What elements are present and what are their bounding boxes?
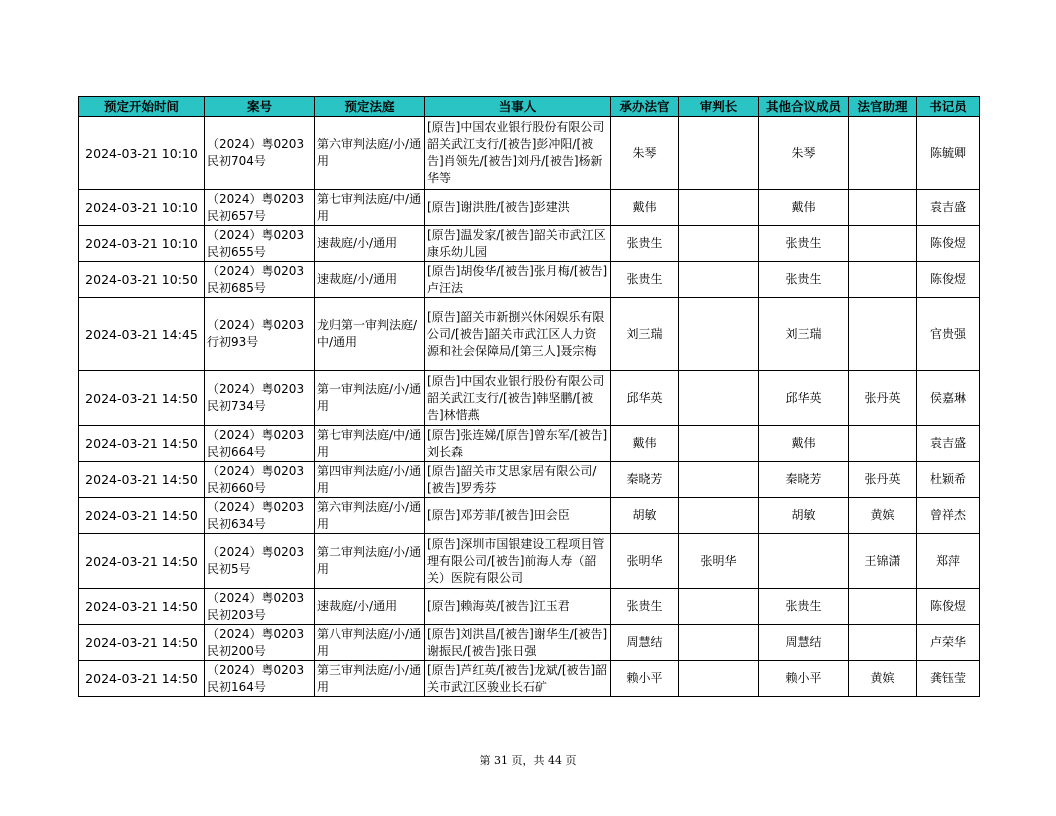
courtroom-cell: 速裁庭/小/通用	[315, 589, 425, 625]
header-judge: 承办法官	[611, 97, 679, 117]
judge-cell: 朱琴	[611, 117, 679, 190]
header-case-number: 案号	[205, 97, 315, 117]
judge-cell: 戴伟	[611, 426, 679, 462]
start-time-cell: 2024-03-21 14:50	[79, 589, 205, 625]
judge-assistant-cell: 张丹英	[849, 371, 917, 426]
header-judge-assistant: 法官助理	[849, 97, 917, 117]
panel-members-cell: 朱琴	[759, 117, 849, 190]
header-presiding-judge: 审判长	[679, 97, 759, 117]
judge-assistant-cell: 张丹英	[849, 462, 917, 498]
presiding-judge-cell	[679, 661, 759, 697]
table-row	[79, 262, 980, 298]
table-row	[79, 298, 980, 371]
courtroom-cell: 第七审判法庭/中/通用	[315, 190, 425, 226]
judge-assistant-cell	[849, 589, 917, 625]
courtroom-cell: 速裁庭/小/通用	[315, 262, 425, 298]
presiding-judge-cell	[679, 190, 759, 226]
presiding-judge-cell	[679, 226, 759, 262]
case-number-cell: （2024）粤0203民初5号	[205, 534, 315, 589]
table-row	[79, 426, 980, 462]
table-row	[79, 661, 980, 697]
presiding-judge-cell	[679, 298, 759, 371]
case-number-cell: （2024）粤0203民初655号	[205, 226, 315, 262]
parties-cell: [原告]谢洪胜/[被告]彭建洪	[425, 190, 611, 226]
presiding-judge-cell	[679, 498, 759, 534]
panel-members-cell: 胡敏	[759, 498, 849, 534]
parties-cell: [原告]温发家/[被告]韶关市武江区康乐幼儿园	[425, 226, 611, 262]
presiding-judge-cell	[679, 462, 759, 498]
table-row	[79, 226, 980, 262]
panel-members-cell: 戴伟	[759, 190, 849, 226]
clerk-cell: 郑萍	[917, 534, 980, 589]
judge-assistant-cell: 黄嫔	[849, 498, 917, 534]
case-number-cell: （2024）粤0203民初203号	[205, 589, 315, 625]
clerk-cell: 袁吉盛	[917, 426, 980, 462]
judge-assistant-cell	[849, 262, 917, 298]
start-time-cell: 2024-03-21 14:50	[79, 625, 205, 661]
start-time-cell: 2024-03-21 14:45	[79, 298, 205, 371]
presiding-judge-cell: 张明华	[679, 534, 759, 589]
start-time-cell: 2024-03-21 14:50	[79, 534, 205, 589]
schedule-table	[78, 96, 980, 697]
presiding-judge-cell	[679, 371, 759, 426]
start-time-cell: 2024-03-21 14:50	[79, 426, 205, 462]
table-row	[79, 117, 980, 190]
judge-cell: 张明华	[611, 534, 679, 589]
case-number-cell: （2024）粤0203民初660号	[205, 462, 315, 498]
parties-cell: [原告]中国农业银行股份有限公司韶关武江支行/[被告]韩坚鹏/[被告]林惜燕	[425, 371, 611, 426]
panel-members-cell: 张贵生	[759, 262, 849, 298]
judge-assistant-cell: 黄嫔	[849, 661, 917, 697]
table-row	[79, 371, 980, 426]
parties-cell: [原告]芦红英/[被告]龙斌/[被告]韶关市武江区骏业长石矿	[425, 661, 611, 697]
case-number-cell: （2024）粤0203民初734号	[205, 371, 315, 426]
presiding-judge-cell	[679, 589, 759, 625]
table-row	[79, 190, 980, 226]
clerk-cell: 杜颖希	[917, 462, 980, 498]
parties-cell: [原告]邓芳菲/[被告]田会臣	[425, 498, 611, 534]
parties-cell: [原告]赖海英/[被告]江玉君	[425, 589, 611, 625]
parties-cell: [原告]韶关市新捌兴休闲娱乐有限公司/[被告]韶关市武江区人力资源和社会保障局/[第三人]聂宗梅	[425, 298, 611, 371]
judge-assistant-cell	[849, 117, 917, 190]
judge-cell: 张贵生	[611, 262, 679, 298]
clerk-cell: 侯嘉琳	[917, 371, 980, 426]
courtroom-cell: 第六审判法庭/小/通用	[315, 117, 425, 190]
header-start-time: 预定开始时间	[79, 97, 205, 117]
panel-members-cell: 赖小平	[759, 661, 849, 697]
start-time-cell: 2024-03-21 14:50	[79, 661, 205, 697]
case-number-cell: （2024）粤0203民初164号	[205, 661, 315, 697]
case-number-cell: （2024）粤0203行初93号	[205, 298, 315, 371]
table-row	[79, 625, 980, 661]
clerk-cell: 陈俊煜	[917, 262, 980, 298]
case-number-cell: （2024）粤0203民初685号	[205, 262, 315, 298]
table-row	[79, 534, 980, 589]
courtroom-cell: 第三审判法庭/小/通用	[315, 661, 425, 697]
table-row	[79, 589, 980, 625]
case-number-cell: （2024）粤0203民初657号	[205, 190, 315, 226]
header-row	[79, 97, 980, 117]
judge-assistant-cell	[849, 298, 917, 371]
presiding-judge-cell	[679, 117, 759, 190]
clerk-cell: 龚钰莹	[917, 661, 980, 697]
judge-cell: 胡敏	[611, 498, 679, 534]
parties-cell: [原告]刘洪昌/[被告]谢华生/[被告]谢振民/[被告]张日强	[425, 625, 611, 661]
clerk-cell: 陈毓卿	[917, 117, 980, 190]
courtroom-cell: 速裁庭/小/通用	[315, 226, 425, 262]
table-row	[79, 462, 980, 498]
header-clerk: 书记员	[917, 97, 980, 117]
panel-members-cell	[759, 534, 849, 589]
case-number-cell: （2024）粤0203民初664号	[205, 426, 315, 462]
page-number-footer: 第 31 页，共 44 页	[479, 754, 577, 767]
clerk-cell: 陈俊煜	[917, 589, 980, 625]
header-courtroom: 预定法庭	[315, 97, 425, 117]
judge-cell: 戴伟	[611, 190, 679, 226]
judge-assistant-cell: 王锦潇	[849, 534, 917, 589]
case-number-cell: （2024）粤0203民初704号	[205, 117, 315, 190]
courtroom-cell: 第六审判法庭/小/通用	[315, 498, 425, 534]
panel-members-cell: 戴伟	[759, 426, 849, 462]
courtroom-cell: 第一审判法庭/小/通用	[315, 371, 425, 426]
judge-cell: 秦晓芳	[611, 462, 679, 498]
table-row	[79, 498, 980, 534]
start-time-cell: 2024-03-21 10:10	[79, 117, 205, 190]
start-time-cell: 2024-03-21 10:10	[79, 190, 205, 226]
judge-cell: 张贵生	[611, 589, 679, 625]
parties-cell: [原告]胡俊华/[被告]张月梅/[被告]卢汪法	[425, 262, 611, 298]
parties-cell: [原告]中国农业银行股份有限公司韶关武江支行/[被告]彭冲阳/[被告]肖领先/[被告]刘丹/[被告]杨新华等	[425, 117, 611, 190]
case-number-cell: （2024）粤0203民初200号	[205, 625, 315, 661]
courtroom-cell: 第二审判法庭/小/通用	[315, 534, 425, 589]
parties-cell: [原告]韶关市艾思家居有限公司/[被告]罗秀芬	[425, 462, 611, 498]
clerk-cell: 陈俊煜	[917, 226, 980, 262]
judge-cell: 周慧结	[611, 625, 679, 661]
judge-assistant-cell	[849, 426, 917, 462]
judge-cell: 刘三瑞	[611, 298, 679, 371]
courtroom-cell: 第七审判法庭/中/通用	[315, 426, 425, 462]
start-time-cell: 2024-03-21 14:50	[79, 371, 205, 426]
panel-members-cell: 秦晓芳	[759, 462, 849, 498]
presiding-judge-cell	[679, 625, 759, 661]
panel-members-cell: 张贵生	[759, 589, 849, 625]
judge-cell: 赖小平	[611, 661, 679, 697]
judge-cell: 邱华英	[611, 371, 679, 426]
courtroom-cell: 第四审判法庭/小/通用	[315, 462, 425, 498]
start-time-cell: 2024-03-21 10:10	[79, 226, 205, 262]
case-number-cell: （2024）粤0203民初634号	[205, 498, 315, 534]
presiding-judge-cell	[679, 262, 759, 298]
header-parties: 当事人	[425, 97, 611, 117]
judge-assistant-cell	[849, 190, 917, 226]
clerk-cell: 曾祥杰	[917, 498, 980, 534]
presiding-judge-cell	[679, 426, 759, 462]
start-time-cell: 2024-03-21 14:50	[79, 462, 205, 498]
judge-assistant-cell	[849, 226, 917, 262]
start-time-cell: 2024-03-21 14:50	[79, 498, 205, 534]
header-panel-members: 其他合议成员	[759, 97, 849, 117]
panel-members-cell: 周慧结	[759, 625, 849, 661]
clerk-cell: 官贵强	[917, 298, 980, 371]
judge-assistant-cell	[849, 625, 917, 661]
clerk-cell: 袁吉盛	[917, 190, 980, 226]
courtroom-cell: 龙归第一审判法庭/中/通用	[315, 298, 425, 371]
courtroom-cell: 第八审判法庭/小/通用	[315, 625, 425, 661]
panel-members-cell: 刘三瑞	[759, 298, 849, 371]
judge-cell: 张贵生	[611, 226, 679, 262]
start-time-cell: 2024-03-21 10:50	[79, 262, 205, 298]
parties-cell: [原告]深圳市国银建设工程项目管理有限公司/[被告]前海人寿（韶关）医院有限公司	[425, 534, 611, 589]
clerk-cell: 卢荣华	[917, 625, 980, 661]
panel-members-cell: 张贵生	[759, 226, 849, 262]
panel-members-cell: 邱华英	[759, 371, 849, 426]
parties-cell: [原告]张连娣/[原告]曾东军/[被告]刘长森	[425, 426, 611, 462]
